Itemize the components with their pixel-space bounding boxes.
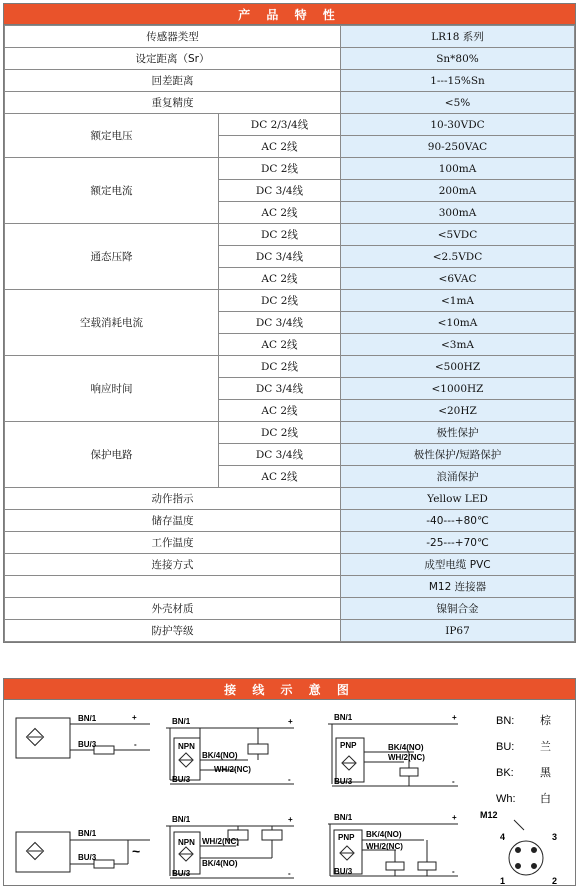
- spec-value: <2.5VDC: [341, 246, 575, 268]
- spec-sub-label: AC 2线: [219, 400, 341, 422]
- label-bu3: BU/3: [334, 777, 353, 786]
- label-bu3: BU/3: [334, 867, 353, 876]
- label-bn1: BN/1: [334, 813, 353, 822]
- label-plus: +: [452, 713, 457, 722]
- label-wh2nc: WH/2(NC): [388, 753, 425, 762]
- spec-label: 动作指示: [5, 488, 341, 510]
- legend-color: 白: [540, 793, 551, 805]
- label-wh2nc: WH/2(NC): [214, 765, 251, 774]
- spec-sub-label: DC 2线: [219, 356, 341, 378]
- legend-code: BU:: [496, 741, 515, 753]
- spec-value: <500HZ: [341, 356, 575, 378]
- table-row: [5, 158, 575, 180]
- spec-group-label: 额定电流: [5, 158, 219, 224]
- spec-label: 设定距离（Sr）: [5, 48, 341, 70]
- label-bn1: BN/1: [172, 717, 191, 726]
- label-npn: NPN: [178, 838, 195, 847]
- label-bk4no: BK/4(NO): [388, 743, 424, 752]
- label-minus: -: [288, 869, 291, 878]
- spec-sub-label: AC 2线: [219, 136, 341, 158]
- label-bk4no: BK/4(NO): [366, 830, 402, 839]
- label-bk4no: BK/4(NO): [202, 751, 238, 760]
- spec-value: 300mA: [341, 202, 575, 224]
- legend-color: 兰: [540, 741, 551, 753]
- m12-title: M12: [480, 810, 498, 820]
- m12-pin-label: 3: [552, 832, 558, 842]
- spec-sub-label: DC 2线: [219, 158, 341, 180]
- spec-value: 100mA: [341, 158, 575, 180]
- spec-value: M12 连接器: [341, 576, 575, 598]
- legend-code: BK:: [496, 767, 514, 779]
- label-bn1: BN/1: [78, 714, 97, 723]
- table-row: [5, 576, 575, 598]
- spec-value: 极性保护/短路保护: [341, 444, 575, 466]
- table-row: [5, 290, 575, 312]
- spec-value: -40---+80℃: [341, 510, 575, 532]
- spec-value: <3mA: [341, 334, 575, 356]
- label-bu3: BU/3: [172, 869, 191, 878]
- spec-sub-label: DC 2线: [219, 290, 341, 312]
- legend-color: 棕: [540, 715, 551, 727]
- spec-sub-label: DC 2线: [219, 422, 341, 444]
- spec-value: IP67: [341, 620, 575, 642]
- spec-sub-label: DC 2/3/4线: [219, 114, 341, 136]
- spec-value: 成型电缆 PVC: [341, 554, 575, 576]
- legend-code: BN:: [496, 715, 515, 727]
- table-row: [5, 510, 575, 532]
- table-row: [5, 70, 575, 92]
- spec-label: 储存温度: [5, 510, 341, 532]
- label-plus: +: [288, 815, 293, 824]
- spec-group-label: 空载消耗电流: [5, 290, 219, 356]
- wiring-panel: [3, 678, 576, 886]
- spec-panel: [3, 3, 576, 643]
- spec-sub-label: AC 2线: [219, 268, 341, 290]
- spec-value: <1000HZ: [341, 378, 575, 400]
- spec-value: 10-30VDC: [341, 114, 575, 136]
- label-npn: NPN: [178, 742, 195, 751]
- table-row: [5, 488, 575, 510]
- table-row: [5, 26, 575, 48]
- spec-value: Sn*80%: [341, 48, 575, 70]
- table-row: [5, 422, 575, 444]
- label-wh2nc: WH/2(NC): [366, 842, 403, 851]
- spec-sub-label: AC 2线: [219, 466, 341, 488]
- table-row: [5, 532, 575, 554]
- table-row: [5, 598, 575, 620]
- wiring-ac2: [16, 832, 150, 872]
- table-row: [5, 620, 575, 642]
- spec-group-label: 响应时间: [5, 356, 219, 422]
- spec-value: <5%: [341, 92, 575, 114]
- spec-value: Yellow LED: [341, 488, 575, 510]
- label-pnp: PNP: [338, 833, 355, 842]
- spec-sub-label: AC 2线: [219, 202, 341, 224]
- spec-sub-label: DC 3/4线: [219, 312, 341, 334]
- spec-label: 工作温度: [5, 532, 341, 554]
- spec-value: 200mA: [341, 180, 575, 202]
- spec-group-label: 保护电路: [5, 422, 219, 488]
- label-plus: +: [132, 713, 137, 722]
- spec-value: <10mA: [341, 312, 575, 334]
- table-row: [5, 356, 575, 378]
- legend-code: Wh:: [496, 793, 516, 805]
- spec-sub-label: DC 3/4线: [219, 444, 341, 466]
- label-minus: -: [288, 775, 291, 784]
- spec-value: 1---15%Sn: [341, 70, 575, 92]
- m12-pin-label: 2: [552, 876, 558, 886]
- m12-pin-label: 4: [500, 832, 506, 842]
- table-row: [5, 224, 575, 246]
- spec-section-header: 产 品 特 性: [4, 4, 575, 25]
- label-minus: -: [452, 777, 455, 786]
- label-minus: -: [134, 740, 137, 749]
- spec-label: 连接方式: [5, 554, 341, 576]
- m12-connector-icon: [509, 820, 543, 875]
- label-tilde: ~: [132, 843, 141, 859]
- label-bu3: BU/3: [78, 740, 97, 749]
- spec-group-label: 通态压降: [5, 224, 219, 290]
- spec-value: <5VDC: [341, 224, 575, 246]
- label-plus: +: [288, 717, 293, 726]
- spec-label: 防护等级: [5, 620, 341, 642]
- table-row: [5, 92, 575, 114]
- label-pnp: PNP: [340, 741, 357, 750]
- label-bu3: BU/3: [78, 853, 97, 862]
- spec-label: 传感器类型: [5, 26, 341, 48]
- spec-label-empty: [5, 576, 341, 598]
- spec-value: <20HZ: [341, 400, 575, 422]
- label-bn1: BN/1: [334, 713, 353, 722]
- spec-value: 90-250VAC: [341, 136, 575, 158]
- spec-label: 外壳材质: [5, 598, 341, 620]
- spec-table: [4, 25, 575, 642]
- legend-color: 黑: [540, 767, 551, 779]
- label-wh2nc: WH/2(NC): [202, 837, 239, 846]
- spec-value: <1mA: [341, 290, 575, 312]
- spec-sub-label: DC 3/4线: [219, 246, 341, 268]
- spec-value: 极性保护: [341, 422, 575, 444]
- spec-group-label: 额定电压: [5, 114, 219, 158]
- spec-sub-label: DC 2线: [219, 224, 341, 246]
- spec-label: 回差距离: [5, 70, 341, 92]
- table-row: [5, 554, 575, 576]
- spec-sub-label: DC 3/4线: [219, 378, 341, 400]
- m12-pin-label: 1: [500, 876, 506, 886]
- spec-value: LR18 系列: [341, 26, 575, 48]
- label-bk4no: BK/4(NO): [202, 859, 238, 868]
- spec-value: <6VAC: [341, 268, 575, 290]
- label-plus: +: [452, 813, 457, 822]
- label-bn1: BN/1: [172, 815, 191, 824]
- wiring-section-header: 接 线 示 意 图: [4, 679, 575, 700]
- spec-value: 浪涌保护: [341, 466, 575, 488]
- table-row: [5, 48, 575, 70]
- spec-sub-label: AC 2线: [219, 334, 341, 356]
- spec-value: 镍铜合金: [341, 598, 575, 620]
- table-row: [5, 114, 575, 136]
- spec-label: 重复精度: [5, 92, 341, 114]
- label-bn1: BN/1: [78, 829, 97, 838]
- label-bu3: BU/3: [172, 775, 191, 784]
- label-minus: -: [452, 867, 455, 876]
- spec-sub-label: DC 3/4线: [219, 180, 341, 202]
- wiring-dc2: [16, 718, 150, 758]
- wiring-diagrams: [4, 700, 575, 886]
- spec-value: -25---+70℃: [341, 532, 575, 554]
